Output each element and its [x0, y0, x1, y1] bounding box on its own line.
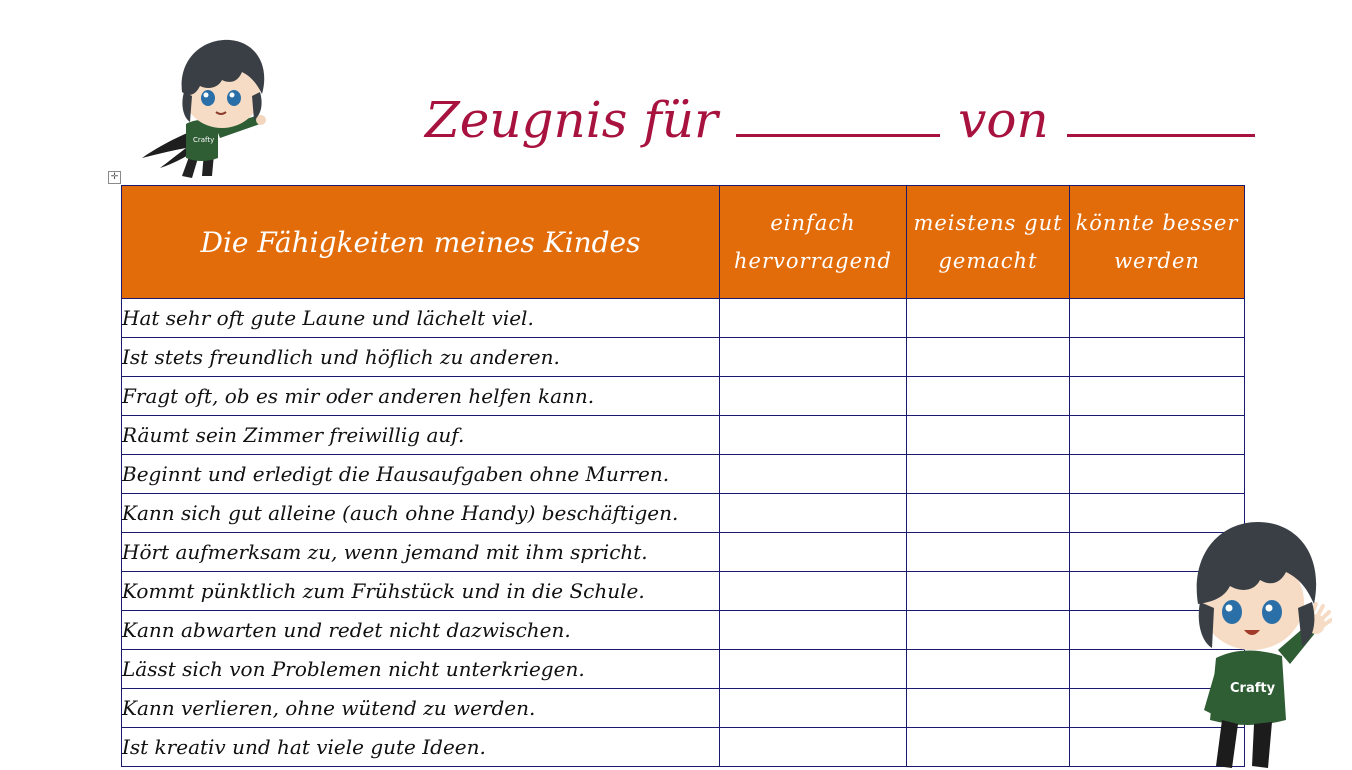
rating-cell-good[interactable] [907, 611, 1070, 650]
criterion-text: Kann abwarten und redet nicht dazwischen. [122, 611, 720, 650]
table-header-row [122, 186, 1245, 299]
header-rating-improve: könnte besser werden [1070, 186, 1245, 299]
rating-cell-excellent[interactable] [720, 338, 907, 377]
rating-cell-improve[interactable] [1070, 377, 1245, 416]
title-middle: von [958, 91, 1049, 149]
rating-cell-good[interactable] [907, 299, 1070, 338]
mascot-waving-illustration [1186, 520, 1332, 770]
table-row [122, 689, 1245, 728]
table-move-handle-icon[interactable]: ✛ [108, 171, 121, 184]
header-rating-excellent: einfach hervorragend [720, 186, 907, 299]
rating-cell-good[interactable] [907, 494, 1070, 533]
table-row [122, 494, 1245, 533]
rating-cell-excellent[interactable] [720, 572, 907, 611]
header-rating-good: meistens gut gemacht [907, 186, 1070, 299]
mascot-shirt-logo: Crafty [193, 136, 215, 144]
table-row [122, 299, 1245, 338]
rating-cell-excellent[interactable] [720, 455, 907, 494]
rating-cell-good[interactable] [907, 533, 1070, 572]
rating-cell-excellent[interactable] [720, 650, 907, 689]
table-row [122, 416, 1245, 455]
rating-cell-excellent[interactable] [720, 689, 907, 728]
rating-cell-excellent[interactable] [720, 611, 907, 650]
rating-cell-improve[interactable] [1070, 416, 1245, 455]
rating-cell-excellent[interactable] [720, 299, 907, 338]
criterion-text: Hat sehr oft gute Laune und lächelt viel. [122, 299, 720, 338]
mascot-flying-illustration [138, 36, 270, 182]
rating-cell-good[interactable] [907, 416, 1070, 455]
rating-cell-good[interactable] [907, 650, 1070, 689]
rating-cell-good[interactable] [907, 572, 1070, 611]
criterion-text: Ist stets freundlich und höflich zu anderen. [122, 338, 720, 377]
mascot-shirt-logo: Crafty [1230, 681, 1276, 696]
table-row [122, 572, 1245, 611]
criterion-text: Kommt pünktlich zum Frühstück und in die Schule. [122, 572, 720, 611]
rating-cell-improve[interactable] [1070, 338, 1245, 377]
criterion-text: Beginnt und erledigt die Hausaufgaben ohne Murren. [122, 455, 720, 494]
criterion-text: Räumt sein Zimmer freiwillig auf. [122, 416, 720, 455]
criterion-text: Kann verlieren, ohne wütend zu werden. [122, 689, 720, 728]
table-row [122, 455, 1245, 494]
rating-cell-excellent[interactable] [720, 494, 907, 533]
table-row [122, 533, 1245, 572]
rating-cell-excellent[interactable] [720, 416, 907, 455]
title-prefix: Zeugnis für [425, 91, 718, 149]
rating-cell-good[interactable] [907, 338, 1070, 377]
rating-cell-excellent[interactable] [720, 377, 907, 416]
criterion-text: Ist kreativ und hat viele gute Ideen. [122, 728, 720, 767]
rating-cell-excellent[interactable] [720, 533, 907, 572]
header-skills: Die Fähigkeiten meines Kindes [122, 186, 720, 299]
criterion-text: Hört aufmerksam zu, wenn jemand mit ihm spricht. [122, 533, 720, 572]
rating-cell-excellent[interactable] [720, 728, 907, 767]
criterion-text: Kann sich gut alleine (auch ohne Handy) beschäftigen. [122, 494, 720, 533]
criterion-text: Lässt sich von Problemen nicht unterkriegen. [122, 650, 720, 689]
rating-cell-good[interactable] [907, 728, 1070, 767]
table-row [122, 611, 1245, 650]
giver-blank-line [1067, 86, 1255, 137]
table-row [122, 377, 1245, 416]
skills-report-table [121, 185, 1245, 767]
name-blank-line [736, 86, 940, 137]
table-row [122, 650, 1245, 689]
rating-cell-good[interactable] [907, 377, 1070, 416]
rating-cell-improve[interactable] [1070, 455, 1245, 494]
rating-cell-good[interactable] [907, 689, 1070, 728]
rating-cell-good[interactable] [907, 455, 1070, 494]
report-title [425, 86, 1255, 156]
table-row [122, 338, 1245, 377]
table-row [122, 728, 1245, 767]
rating-cell-improve[interactable] [1070, 299, 1245, 338]
criterion-text: Fragt oft, ob es mir oder anderen helfen kann. [122, 377, 720, 416]
